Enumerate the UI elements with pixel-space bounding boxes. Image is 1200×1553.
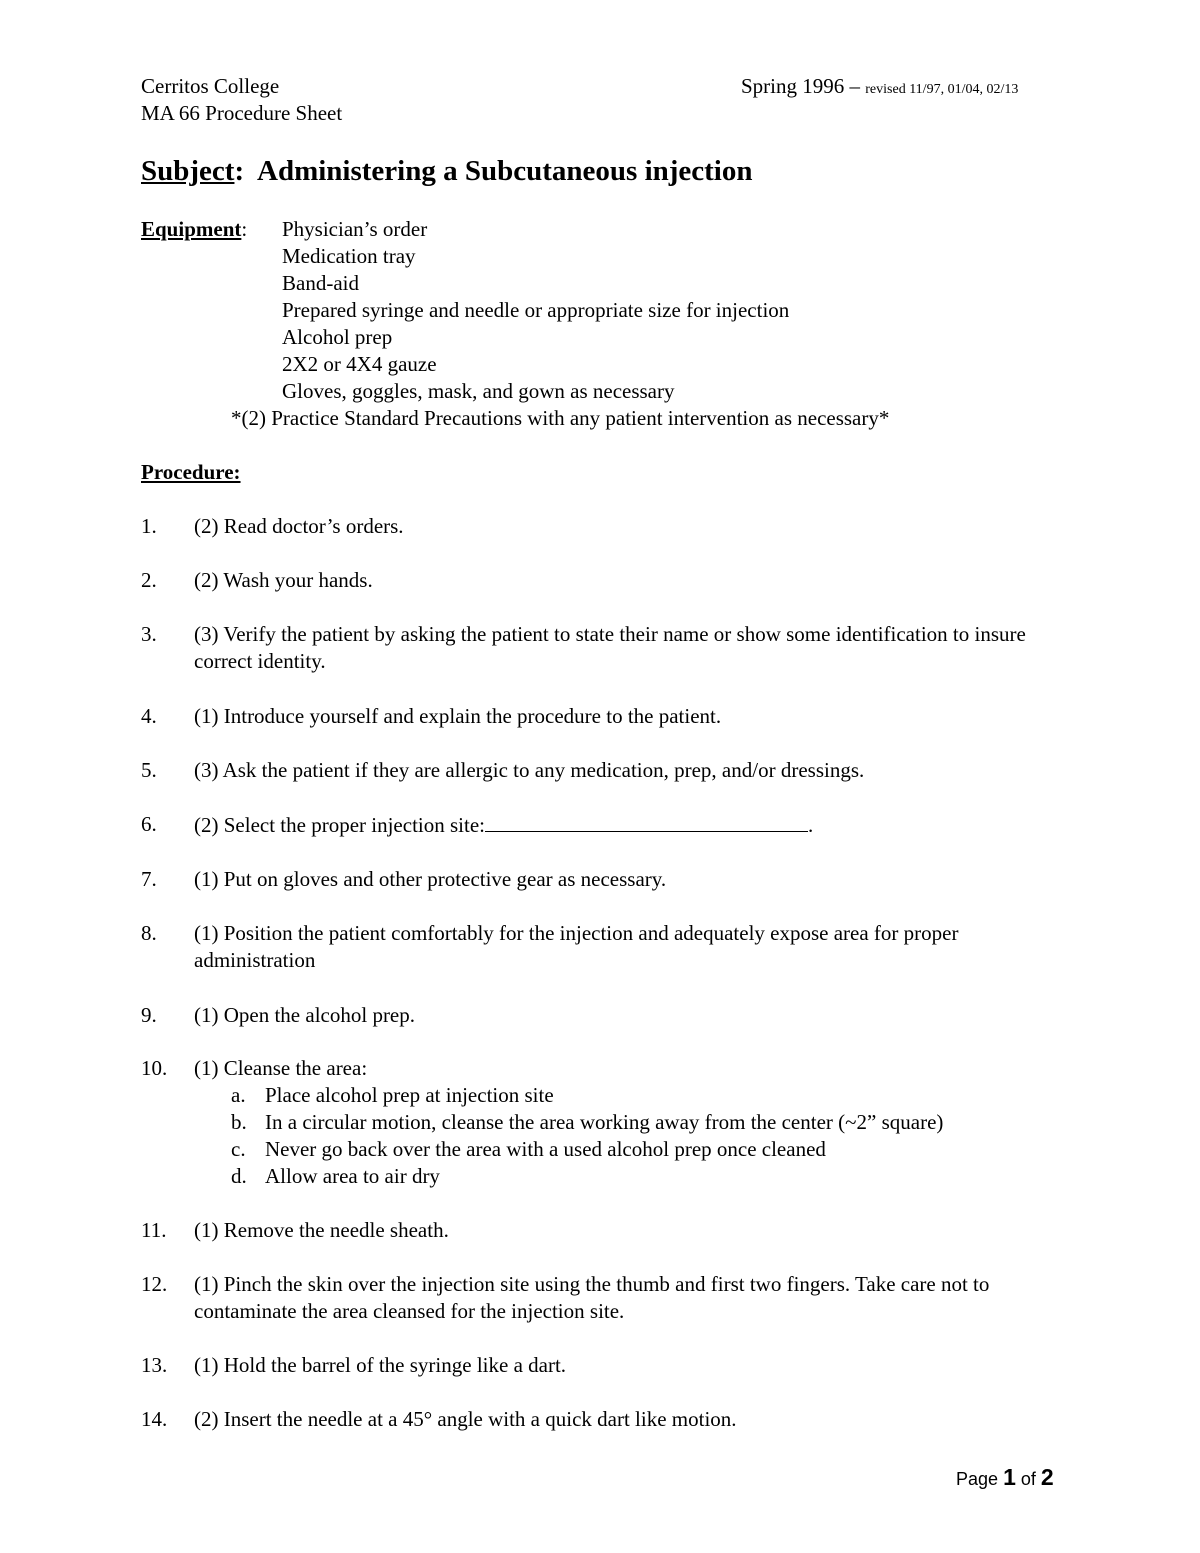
step-text: (1) Pinch the skin over the injection site using the thumb and first two fingers. Take care not to contaminate the area cleansed for the injection site. — [194, 1272, 990, 1323]
step-number: 14. — [141, 1407, 168, 1431]
header-sheet-name: MA 66 Procedure Sheet — [141, 101, 343, 125]
step-number: 7. — [141, 867, 157, 891]
substep-letter: d. — [231, 1164, 247, 1188]
header-term — [741, 73, 1018, 103]
standard-precautions-note: *(2) Practice Standard Precautions with any patient intervention as necessary* — [231, 406, 890, 430]
step-text-period: . — [808, 813, 814, 837]
substep-letter: a. — [231, 1083, 246, 1107]
header-college: Cerritos College — [141, 74, 280, 98]
subject-label: Subject — [141, 155, 235, 187]
step-number: 10. — [141, 1056, 168, 1080]
step-text: (2) Insert the needle at a 45° angle with a quick dart like motion. — [194, 1407, 737, 1431]
header-term-text: Spring 1996 – — [741, 74, 861, 98]
equipment-heading: Equipment: — [141, 217, 248, 241]
step-text: (1) Remove the needle sheath. — [194, 1218, 449, 1242]
step-number: 1. — [141, 514, 157, 538]
step-number: 12. — [141, 1272, 168, 1296]
subject-heading: Subject: Administering a Subcutaneous injection — [141, 155, 753, 187]
step-text: (1) Position the patient comfortably for the injection and adequately expose area for proper administration — [194, 921, 959, 972]
step-number: 8. — [141, 921, 157, 945]
substep-letter: b. — [231, 1110, 247, 1134]
footer-of-word: of — [1020, 1469, 1036, 1489]
step-text: (2) Wash your hands. — [194, 568, 373, 592]
header-revised: revised 11/97, 01/04, 02/13 — [865, 82, 1019, 97]
footer-current-page: 1 — [1003, 1464, 1016, 1490]
substep-text: In a circular motion, cleanse the area working away from the center (~2” square) — [265, 1110, 944, 1134]
substep-text: Never go back over the area with a used alcohol prep once cleaned — [265, 1137, 826, 1161]
equipment-list — [282, 216, 789, 405]
step-text: (1) Introduce yourself and explain the procedure to the patient. — [194, 704, 722, 728]
step-text: (1) Hold the barrel of the syringe like a dart. — [194, 1353, 567, 1377]
equipment-item: 2X2 or 4X4 gauze — [282, 352, 437, 376]
step-number: 6. — [141, 812, 157, 836]
subject-title: Administering a Subcutaneous injection — [257, 155, 753, 187]
substep-text: Allow area to air dry — [265, 1164, 440, 1188]
step-text: (1) Open the alcohol prep. — [194, 1003, 416, 1027]
equipment-item: Medication tray — [282, 244, 416, 268]
footer-page-word: Page — [956, 1469, 999, 1489]
step-number: 9. — [141, 1003, 157, 1027]
step-text: (2) Select the proper injection site: — [194, 813, 485, 837]
equipment-item: Alcohol prep — [282, 325, 393, 349]
footer-total-pages: 2 — [1040, 1464, 1054, 1490]
equipment-label: Equipment — [141, 217, 242, 241]
substep-text: Place alcohol prep at injection site — [265, 1083, 554, 1107]
step-number: 3. — [141, 622, 157, 646]
step-text: (2) Read doctor’s orders. — [194, 514, 404, 538]
substep-letter: c. — [231, 1137, 246, 1161]
page-number-footer — [956, 1463, 1054, 1493]
step-number: 11. — [141, 1218, 167, 1242]
step-number: 4. — [141, 704, 157, 728]
procedure-heading: Procedure: — [141, 460, 241, 484]
step-text: (3) Verify the patient by asking the patient to state their name or show some identification to insure correct identity. — [194, 622, 1026, 673]
step-text-container — [194, 811, 1074, 839]
step-text: (1) Cleanse the area: — [194, 1056, 368, 1080]
step-number: 5. — [141, 758, 157, 782]
injection-site-blank-line — [485, 811, 808, 832]
step-text: (3) Ask the patient if they are allergic to any medication, prep, and/or dressings. — [194, 758, 865, 782]
step-text: (1) Put on gloves and other protective gear as necessary. — [194, 867, 667, 891]
equipment-item: Band-aid — [282, 271, 359, 295]
equipment-item: Prepared syringe and needle or appropriate size for injection — [282, 298, 790, 322]
equipment-item: Physician’s order — [282, 217, 428, 241]
step-number: 2. — [141, 568, 157, 592]
step-number: 13. — [141, 1353, 168, 1377]
equipment-item: Gloves, goggles, mask, and gown as necessary — [282, 379, 675, 403]
